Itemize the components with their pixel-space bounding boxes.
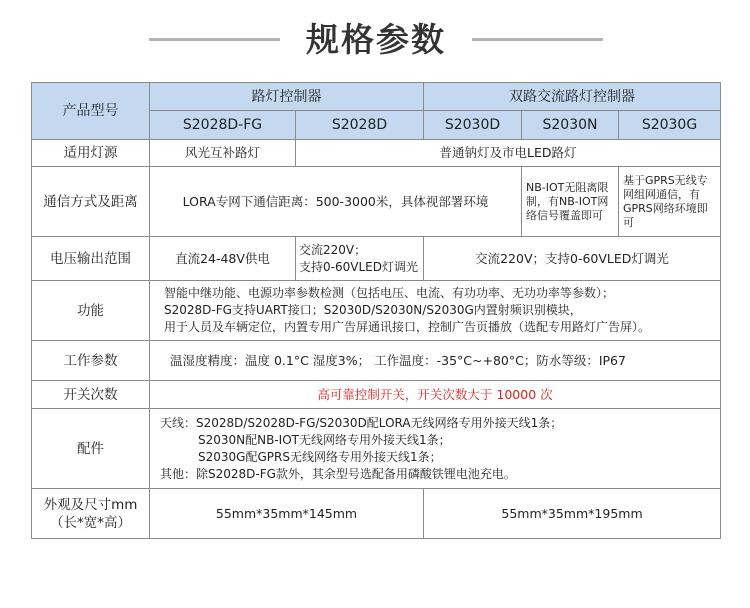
model-header: 产品型号	[32, 83, 150, 140]
row-accessory	[32, 409, 721, 489]
function-value	[150, 281, 721, 341]
row-voltage	[32, 237, 721, 281]
model-s2030n: S2030N	[522, 111, 619, 140]
accessory-line-4: 其他：除S2028D-FG款外，其余型号选配备用磷酸铁锂电池充电。	[160, 466, 516, 481]
title-divider-left	[149, 38, 280, 41]
function-line-1: 智能中继功能、电源功率参数检测（包括电压、电流、有功功率、无功功率等参数）；	[164, 286, 615, 300]
row-light-source	[32, 140, 721, 167]
light-source-value-2: 普通钠灯及市电LED路灯	[296, 140, 721, 167]
accessory-line-3: S2030G配GPRS无线网络专用外接天线1条；	[198, 449, 442, 464]
accessory-label: 配件	[32, 409, 150, 489]
model-s2028d-fg: S2028D-FG	[150, 111, 296, 140]
communication-gprs: 基于GPRS无线专网组网通信，有GPRS网络环境即可	[619, 167, 721, 237]
title-row	[0, 16, 750, 66]
model-s2030d: S2030D	[424, 111, 522, 140]
row-work-params	[32, 341, 721, 381]
page-title: 规格参数	[306, 20, 446, 59]
communication-nbiot: NB-IOT无阻离限制，有NB-IOT网络信号覆盖即可	[522, 167, 619, 237]
model-s2028d: S2028D	[296, 111, 424, 140]
voltage-ac-single	[296, 237, 424, 281]
row-switch-count	[32, 381, 721, 409]
switch-count-value: 高可靠控制开关，开关次数大于 10000 次	[150, 381, 721, 409]
row-communication	[32, 167, 721, 237]
row-size	[32, 489, 721, 539]
accessory-line-2: S2030N配NB-IOT无线网络专用外接天线1条；	[198, 432, 451, 447]
size-label-line1: 外观及尺寸mm	[43, 496, 138, 513]
accessory-line-1: 天线：S2028D/S2028D-FG/S2030D配LORA无线网络专用外接天线1条；	[160, 415, 563, 430]
accessory-value	[150, 409, 721, 489]
title-divider-right	[472, 38, 603, 41]
size-value-single: 55mm*35mm*145mm	[150, 489, 424, 539]
voltage-label: 电压输出范围	[32, 237, 150, 281]
size-value-dual: 55mm*35mm*195mm	[424, 489, 721, 539]
communication-label: 通信方式及距离	[32, 167, 150, 237]
row-function	[32, 281, 721, 341]
voltage-dc: 直流24-48V供电	[150, 237, 296, 281]
work-params-value: 温湿度精度：温度 0.1°C 湿度3%； 工作温度：-35°C~+80°C；防水等级：IP67	[150, 341, 721, 381]
voltage-ac-single-line1: 交流220V；	[299, 242, 367, 257]
light-source-label: 适用灯源	[32, 140, 150, 167]
function-line-2: S2028D-FG支持UART接口；S2030D/S2030N/S2030G内置射频识别模块，	[164, 303, 582, 317]
function-label: 功能	[32, 281, 150, 341]
spec-table	[31, 82, 721, 539]
voltage-ac-dual: 交流220V；支持0-60VLED灯调光	[424, 237, 721, 281]
size-label	[32, 489, 150, 539]
communication-lora: LORA专网下通信距离：500-3000米，具体视部署环境	[150, 167, 522, 237]
size-label-line2: （长*宽*高）	[50, 514, 131, 531]
group-dual-header: 双路交流路灯控制器	[424, 83, 721, 111]
work-params-label: 工作参数	[32, 341, 150, 381]
function-line-3: 用于人员及车辆定位，内置专用广告屏通讯接口，控制广告页播放（选配专用路灯广告屏）。	[164, 320, 651, 334]
voltage-ac-single-line2: 支持0-60VLED灯调光	[299, 259, 418, 274]
model-s2030g: S2030G	[619, 111, 721, 140]
switch-count-label: 开关次数	[32, 381, 150, 409]
group-single-header: 路灯控制器	[150, 83, 424, 111]
light-source-value-1: 风光互补路灯	[150, 140, 296, 167]
